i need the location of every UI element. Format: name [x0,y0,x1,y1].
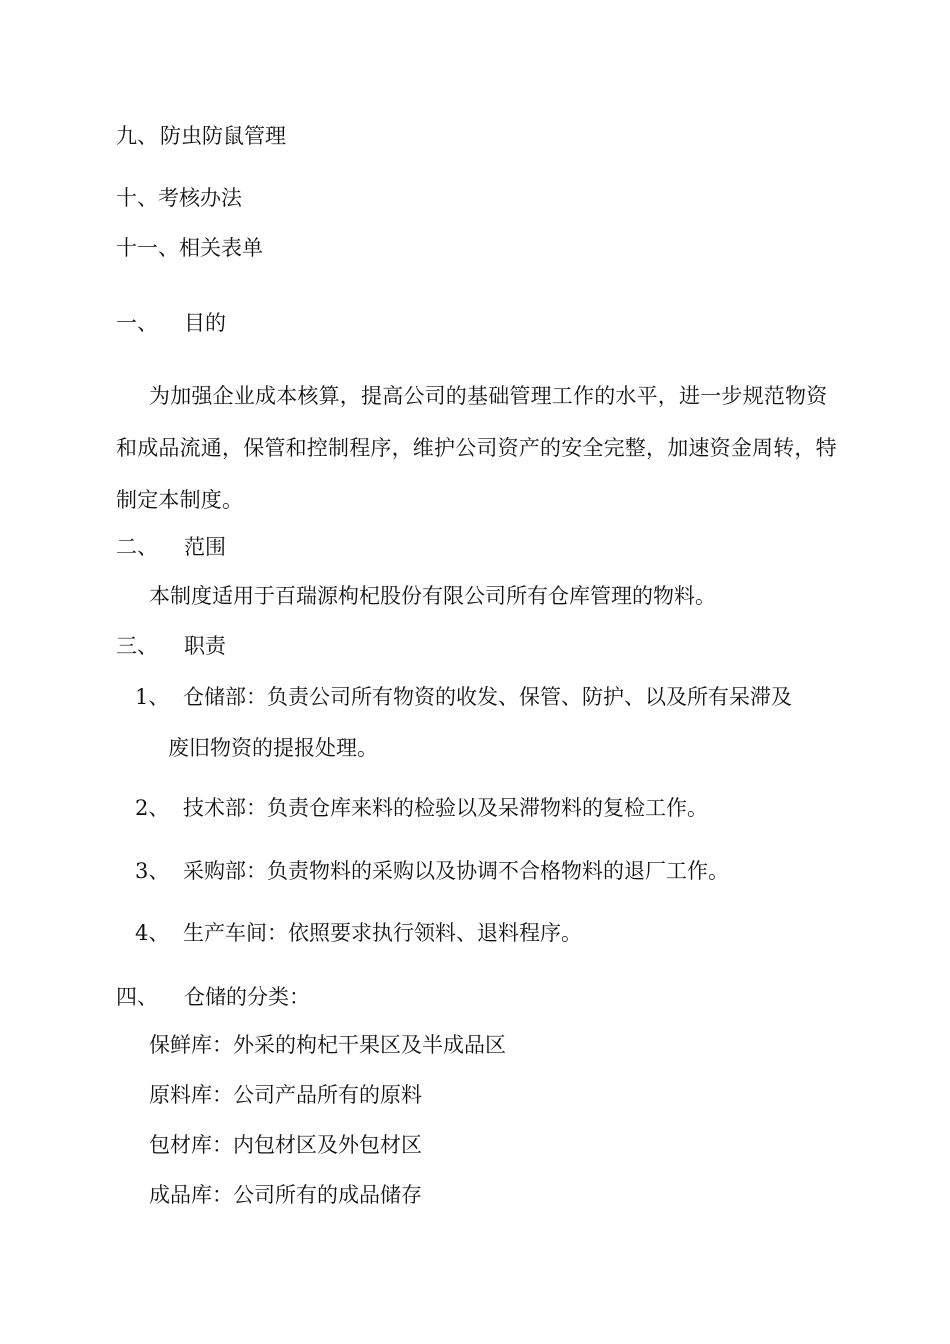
section-number: 三、 [116,634,158,658]
purpose-paragraph: 为加强企业成本核算，提高公司的基础管理工作的水平，进一步规范物资和成品流通，保管和控制程序，维护公司资产的安全完整，加速资金周转，特制定本制度。 [116,384,837,512]
duty-item [135,919,582,947]
toc-number: 十、 [116,186,158,210]
duty-number: 3、 [135,859,170,883]
toc-entry-9 [116,122,286,150]
duty-number: 2、 [135,796,170,820]
section-title: 职责 [184,634,226,658]
storage-type-item: 成品库：公司所有的成品储存 [149,1183,422,1207]
section-title: 目的 [184,311,226,335]
duty-text: 采购部：负责物料的采购以及协调不合格物料的退厂工作。 [183,859,729,883]
section-number: 四、 [116,985,158,1009]
toc-title: 考核办法 [158,186,242,210]
section-heading-purpose [116,309,226,337]
section-number: 二、 [116,535,158,559]
section-heading-classification [116,983,310,1011]
duty-number: 1、 [135,685,170,709]
section-number: 一、 [116,311,158,335]
toc-number: 十一、 [116,236,179,260]
section-title: 仓储的分类： [184,985,310,1009]
duty-number: 4、 [135,921,170,945]
toc-number: 九、 [116,124,158,148]
duty-item [135,794,708,822]
section-heading-scope [116,533,226,561]
duty-item-continuation: 废旧物资的提报处理。 [168,736,378,760]
duty-text: 技术部：负责仓库来料的检验以及呆滞物料的复检工作。 [183,796,708,820]
section-heading-duties [116,632,226,660]
duty-text: 仓储部：负责公司所有物资的收发、保管、防护、以及所有呆滞及 [183,685,792,709]
storage-type-item: 包材库：内包材区及外包材区 [149,1133,422,1157]
scope-paragraph: 本制度适用于百瑞源枸杞股份有限公司所有仓库管理的物料。 [149,584,716,608]
duty-item [135,683,792,711]
section-title: 范围 [184,535,226,559]
toc-title: 相关表单 [179,236,263,260]
duty-item [135,857,729,885]
storage-type-item: 保鲜库：外采的枸杞干果区及半成品区 [149,1033,506,1057]
storage-type-item: 原料库：公司产品所有的原料 [149,1083,422,1107]
toc-entry-10 [116,184,242,212]
toc-entry-11 [116,234,263,262]
toc-title: 防虫防鼠管理 [160,124,286,148]
duty-text: 生产车间：依照要求执行领料、退料程序。 [183,921,582,945]
